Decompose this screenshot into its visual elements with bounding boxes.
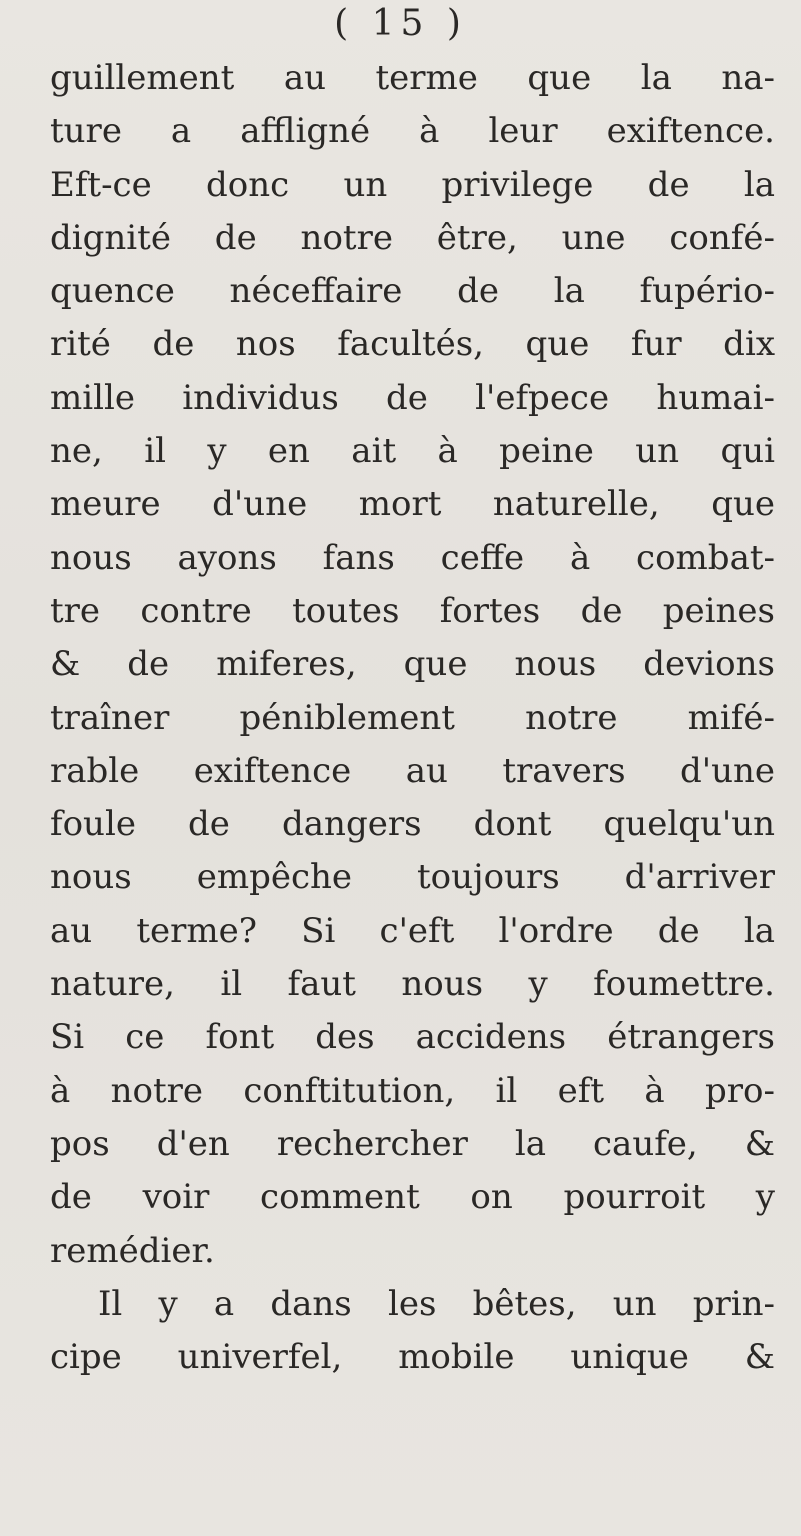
text-line: à notre conftitution, il eft à pro-: [50, 1070, 775, 1111]
page-number-header: ( 15 ): [334, 3, 467, 44]
text-line: Eft-ce donc un privilege de la: [50, 164, 775, 205]
text-line: au terme? Si c'eft l'ordre de la: [50, 910, 775, 951]
text-line: remédier.: [50, 1230, 215, 1271]
text-line: nature, il faut nous y foumettre.: [50, 964, 775, 1005]
text-line: rité de nos facultés, que fur dix: [50, 324, 775, 365]
text-line: pos d'en rechercher la caufe, &: [50, 1123, 775, 1164]
text-line: de voir comment on pourroit y: [50, 1177, 775, 1218]
text-line: guillement au terme que la na-: [50, 58, 775, 98]
text-line: ne, il y en ait à peine un qui: [50, 431, 775, 472]
text-line: dignité de notre être, une confé-: [50, 217, 775, 258]
paragraph-start-line: Il y a dans les bêtes, un prin-: [98, 1283, 775, 1324]
text-line: ture a affligné à leur exiftence.: [50, 111, 775, 152]
text-line: foule de dangers dont quelqu'un: [50, 804, 775, 845]
text-line: mille individus de l'efpece humai-: [50, 377, 775, 418]
text-line: tre contre toutes fortes de peines: [50, 590, 775, 631]
text-line: & de miferes, que nous devions: [50, 644, 775, 685]
text-line: traîner péniblement notre mifé-: [50, 697, 775, 738]
text-line: nous empêche toujours d'arriver: [50, 857, 775, 898]
text-line: rable exiftence au travers d'une: [50, 750, 775, 791]
text-line: nous ayons fans ceffe à combat-: [50, 537, 775, 578]
body-text: [50, 52, 775, 1384]
text-line: meure d'une mort naturelle, que: [50, 484, 775, 525]
text-line: quence néceffaire de la fupério-: [50, 271, 775, 312]
text-line: cipe univerfel, mobile unique &: [50, 1337, 775, 1378]
text-line: Si ce font des accidens étrangers: [50, 1017, 775, 1058]
